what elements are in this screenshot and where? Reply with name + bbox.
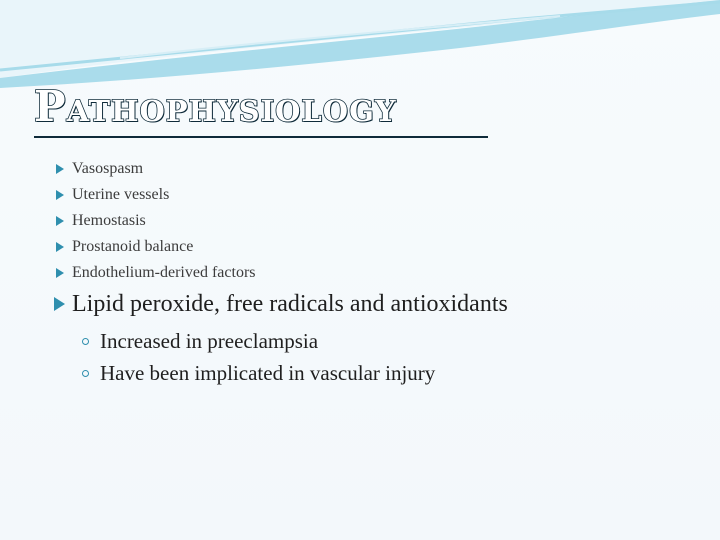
list-item-text: Prostanoid balance — [72, 238, 194, 255]
bullet-list-main — [54, 289, 508, 389]
circle-bullet-icon — [82, 370, 89, 377]
arrow-bullet-icon — [56, 242, 64, 252]
title-underline — [34, 136, 488, 138]
list-item — [54, 208, 256, 234]
list-item-text: Endothelium-derived factors — [72, 264, 256, 281]
list-item-text: Vasospasm — [72, 160, 144, 177]
list-item — [54, 234, 256, 260]
arrow-bullet-icon — [56, 164, 64, 174]
arrow-bullet-icon — [56, 216, 64, 226]
arrow-bullet-icon — [56, 190, 64, 200]
list-item — [54, 156, 256, 182]
list-item — [54, 260, 256, 286]
sub-list-item — [82, 325, 508, 357]
main-bullet — [54, 289, 508, 389]
list-item-text: Hemostasis — [72, 212, 146, 229]
bullet-list-small — [54, 156, 256, 286]
list-item-text: Uterine vessels — [72, 186, 170, 203]
sub-bullet-list — [82, 325, 508, 389]
sub-list-item-text: Increased in preeclampsia — [100, 329, 319, 353]
list-item — [54, 182, 256, 208]
circle-bullet-icon — [82, 338, 89, 345]
sub-list-item-text: Have been implicated in vascular injury — [100, 361, 436, 385]
slide-title: Pathophysiology — [34, 82, 397, 131]
sub-list-item — [82, 357, 508, 389]
main-bullet-text: Lipid peroxide, free radicals and antioxidants — [72, 291, 508, 317]
arrow-bullet-icon — [54, 297, 65, 311]
arrow-bullet-icon — [56, 268, 64, 278]
